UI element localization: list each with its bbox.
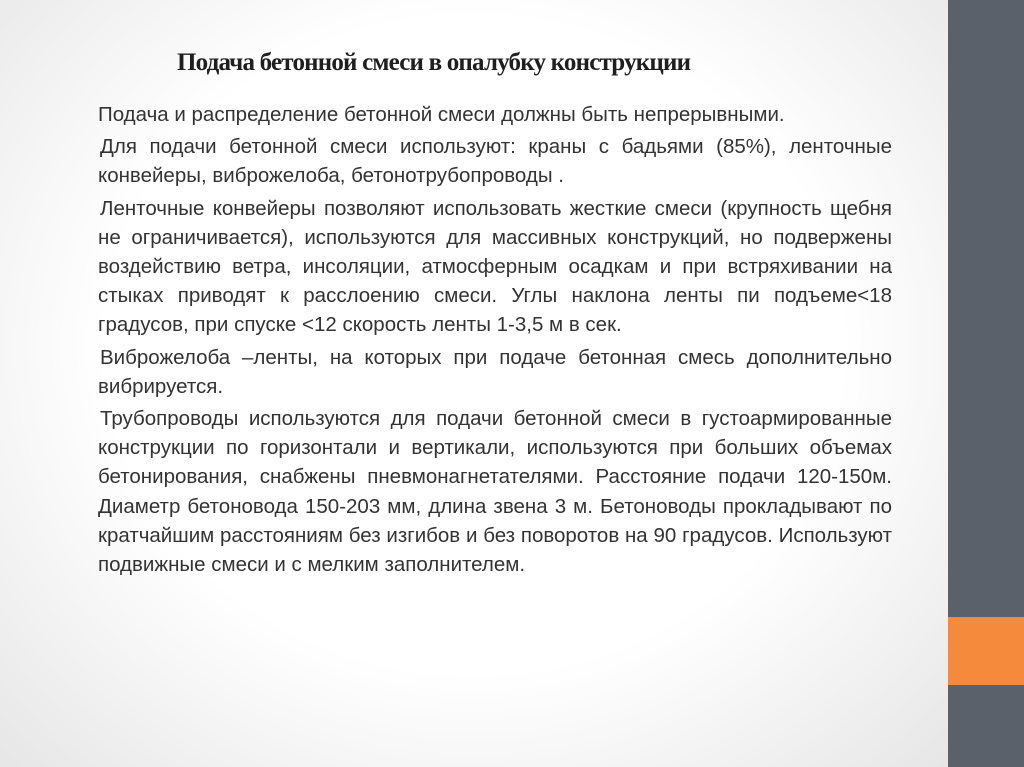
slide-title: Подача бетонной смеси в опалубку конструкции — [177, 49, 691, 76]
body-paragraph-2: Для подачи бетонной смеси используют: краны с бадьями (85%), ленточные конвейеры, виброжелоба, бетонотрубопроводы . — [98, 135, 892, 188]
body-paragraph-5: Трубопроводы используются для подачи бетонной смеси в густоармированные конструкции по горизонтали и вертикали, используются при больших объемах бетонирования, снабжены пневмонагнетателями. Расстояние подачи 120-150м. Диаметр бетоновода 150-203 мм, длина звена 3 м. Бетоноводы прокладывают по кратчайшим расстояниям без изгибов и без поворотов на 90 градусов. Используют подвижные смеси и с мелким заполнителем. — [98, 407, 892, 577]
body-paragraph-4: Виброжелоба –ленты, на которых при подаче бетонная смесь дополнительно вибрируется. — [98, 345, 892, 398]
slide-body — [98, 100, 892, 582]
body-paragraph-1: Подача и распределение бетонной смеси должны быть непрерывными. — [98, 103, 785, 126]
body-paragraph-3: Ленточные конвейеры позволяют использовать жесткие смеси (крупность щебня не ограничивается), используются для массивных конструкций, но подвержены воздействию ветра, инсоляции, атмосферным осадкам и при встряхивании на стыках приводят к расслоению смеси. Углы наклона ленты пи подъеме<18 градусов, при спуске <12 скорость ленты 1-3,5 м в сек. — [98, 196, 892, 337]
side-accent-block — [948, 617, 1024, 685]
